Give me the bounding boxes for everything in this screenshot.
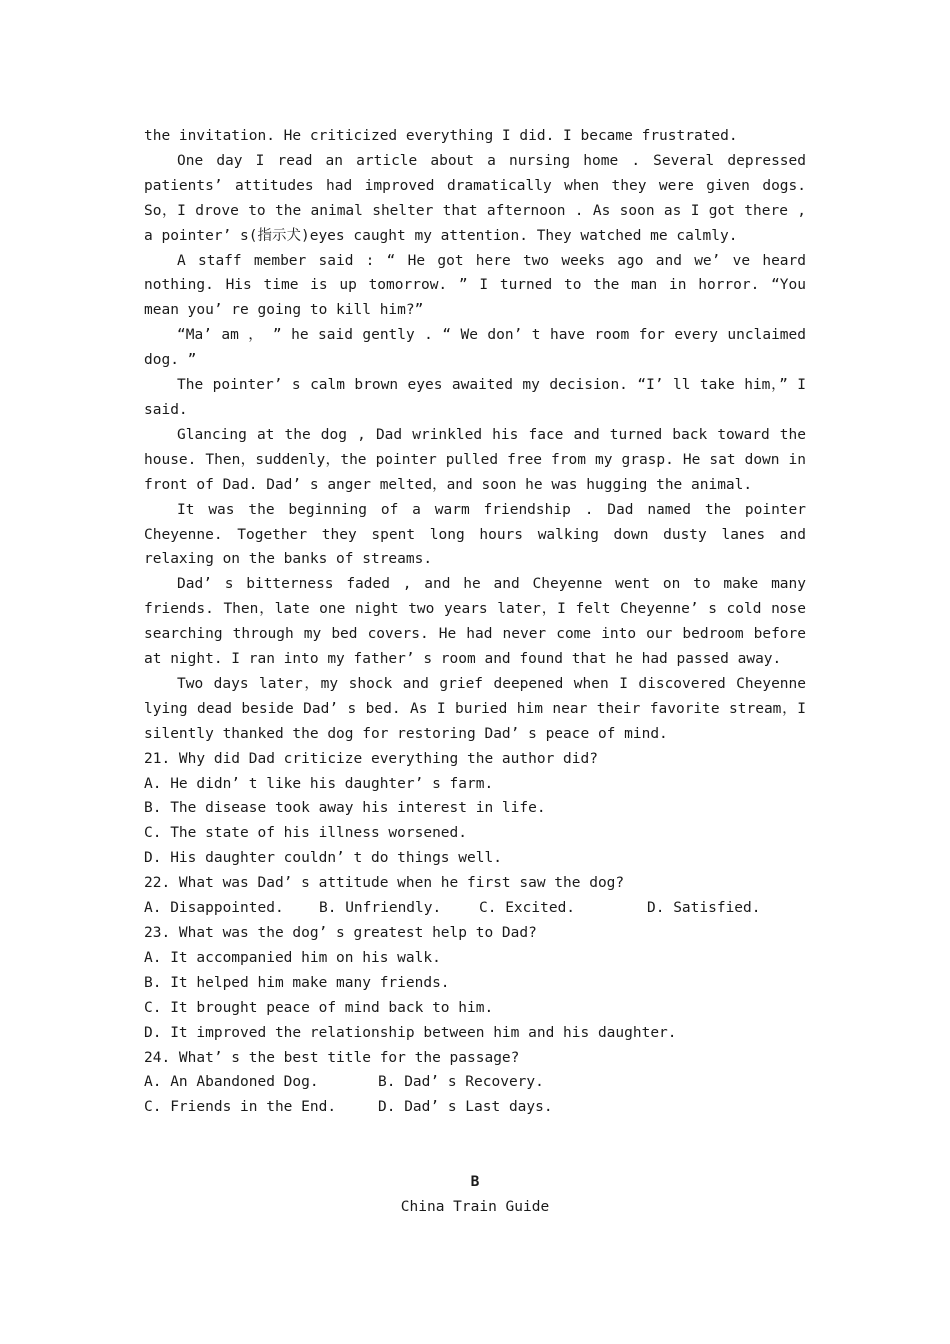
passage-paragraph: Glancing at the dog , Dad wrinkled his face and turned back toward the house. Then，suddenly，the pointer pulled free from my grasp. He sat down in front of Dad. Dad’ s anger melted，and soon he was hugging the animal.	[144, 426, 806, 493]
question-24	[144, 1046, 806, 1121]
option-b: B. Unfriendly.	[319, 900, 442, 917]
question-stem: 23. What was the dog’ s greatest help to Dad?	[144, 925, 537, 941]
option-b: B. Dad’ s Recovery.	[378, 1074, 544, 1091]
options-row	[144, 896, 806, 921]
question-stem: 24. What’ s the best title for the passage?	[144, 1049, 520, 1066]
option-a: A. It accompanied him on his walk.	[144, 949, 441, 966]
passage-paragraph: The pointer’ s calm brown eyes awaited my decision. “I’ ll take him，” I said.	[144, 377, 806, 418]
option-a: A. Disappointed.	[144, 900, 284, 917]
option-b: B. The disease took away his interest in life.	[144, 800, 546, 817]
options-row	[144, 1070, 806, 1095]
section-b-heading	[0, 1170, 950, 1220]
option-d: D. Dad’ s Last days.	[378, 1099, 553, 1116]
option-d: D. It improved the relationship between him and his daughter.	[144, 1024, 677, 1041]
passage-paragraph: One day I read an article about a nursing home . Several depressed patients’ attitudes had improved dramatically when they were given dogs. So，I drove to the animal shelter that afternoon . As soon as I got there , a pointer’ s(指示犬)eyes caught my attention. They watched me calmly.	[144, 152, 806, 244]
option-c: C. The state of his illness worsened.	[144, 825, 468, 842]
option-d: D. Satisfied.	[647, 900, 761, 917]
passage-paragraph: Dad’ s bitterness faded , and he and Cheyenne went on to make many friends. Then，late one night two years later，I felt Cheyenne’ s cold nose searching through my bed covers. He had never come into our bedroom before at night. I ran into my father’ s room and found that he had passed away.	[144, 576, 806, 668]
passage-paragraph: A staff member said : “ He got here two weeks ago and we’ ve heard nothing. His time is up tomorrow. ” I turned to the man in horror. “You mean you’ re going to kill him?”	[144, 252, 806, 319]
option-d: D. His daughter couldn’ t do things well.	[144, 850, 502, 867]
option-b: B. It helped him make many friends.	[144, 974, 450, 991]
option-c: C. It brought peace of mind back to him.	[144, 999, 494, 1016]
option-a: A. He didn’ t like his daughter’ s farm.	[144, 775, 494, 792]
section-title: China Train Guide	[400, 1199, 550, 1215]
options-row	[144, 1095, 806, 1120]
question-21	[144, 747, 806, 872]
option-c: C. Excited.	[479, 900, 576, 917]
question-22	[144, 871, 806, 921]
question-23	[144, 921, 806, 1046]
passage-paragraph: the invitation. He criticized everything I did. I became frustrated.	[144, 128, 738, 144]
option-c: C. Friends in the End.	[144, 1099, 337, 1116]
passage-paragraph: “Ma’ am ， ” he said gently . “ We don’ t have room for every unclaimed dog. ”	[144, 327, 806, 369]
passage-paragraph: It was the beginning of a warm friendship . Dad named the pointer Cheyenne. Together they spent long hours walking down dusty lanes and relaxing on the banks of streams.	[144, 501, 806, 568]
passage-and-questions	[144, 124, 806, 1120]
passage-paragraph: Two days later，my shock and grief deepened when I discovered Cheyenne lying dead beside Dad’ s bed. As I buried him near their favorite stream，I silently thanked the dog for restoring Dad’ s peace of mind.	[144, 675, 806, 742]
question-stem: 22. What was Dad’ s attitude when he first saw the dog?	[144, 875, 625, 892]
section-letter: B	[470, 1174, 480, 1190]
question-stem: 21. Why did Dad criticize everything the author did?	[144, 750, 598, 767]
option-a: A. An Abandoned Dog.	[144, 1074, 319, 1091]
